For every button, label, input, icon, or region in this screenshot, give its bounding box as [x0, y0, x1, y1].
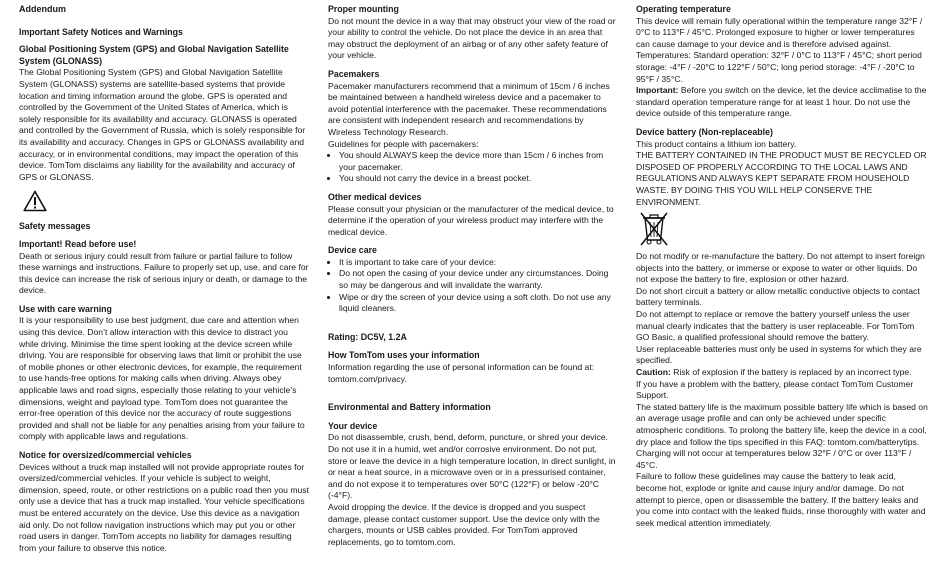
your-device-heading: Your device	[328, 420, 378, 431]
proper-mounting-section	[328, 4, 618, 62]
information-text: Information regarding the use of personal information can be found at: tomtom.com/privacy.	[328, 362, 595, 384]
oversized-vehicles-text: Devices without a truck map installed will not provide appropriate routes for oversized/commercial vehicles. If your vehicle is subject to weight, dimension, speed, route, or other restrictions on a public road then you must only use a device that has a truck map installed. Your vehicle specifications must be entered accurately on the device. Use this device as a navigation aid only. Do not follow navigation instructions which may put you or other road users in danger. TomTom accepts no liability for damages resulting from your failure to observe this notice.	[19, 461, 309, 553]
device-care-heading: Device care	[328, 245, 377, 256]
pacemakers-list	[328, 150, 618, 185]
safety-messages-heading: Safety messages	[19, 221, 91, 232]
device-care-list	[328, 257, 618, 315]
proper-mounting-text: Do not mount the device in a way that may obstruct your view of the road or your ability to control the vehicle. Do not place the device in an area that may obstruct the deployment of an airbag or of any other safety feature of your vehicle.	[328, 15, 616, 61]
list-item: • You should not carry the device in a breast pocket.	[339, 173, 618, 185]
pacemakers-heading: Pacemakers	[328, 68, 380, 79]
column-left	[19, 4, 309, 561]
battery-section	[636, 127, 928, 529]
pacemakers-section	[328, 69, 618, 185]
list-item: • Wipe or dry the screen of your device using a soft cloth. Do not use any liquid cleaners.	[339, 292, 618, 315]
operating-temperature-section	[636, 4, 928, 120]
battery-paragraph-7: Failure to follow these guidelines may cause the battery to leak acid, become hot, explode or ignite and cause injury and/or damage. Do not attempt to pierce, open or disassemble the battery. If the battery leaks and you come into contact with the leaked fluids, rinse thoroughly with water and seek medical attention immediately.	[636, 471, 926, 528]
caution-text: Risk of explosion if the battery is replaced by an incorrect type.	[670, 367, 912, 378]
use-with-care-heading: Use with care warning	[19, 303, 112, 314]
battery-text: This product contains a lithium ion battery.	[636, 138, 797, 149]
battery-paragraph-4: User replaceable batteries must only be used in systems for which they are specified.	[636, 343, 922, 366]
safety-notices-heading: Important Safety Notices and Warnings	[19, 26, 183, 37]
battery-paragraph-2: Do not short circuit a battery or allow metallic conductive objects to contact battery terminals.	[636, 285, 920, 308]
gps-section	[19, 44, 309, 183]
battery-paragraph-1: Do not modify or re-manufacture the battery. Do not attempt to insert foreign objects into the battery, or immerse or expose to water or other liquids. Do not expose the battery to fire, explosion or other hazard.	[636, 251, 925, 285]
battery-caution	[636, 367, 928, 379]
oversized-vehicles-heading: Notice for oversized/commercial vehicles	[19, 450, 192, 460]
important-text: Before you switch on the device, let the device acclimatise to the standard operation temperature range for at least 1 hour. Do not use the device outside of this temperature range.	[636, 85, 927, 119]
your-device-section	[328, 421, 618, 549]
list-item: • Do not open the casing of your device under any circumstances. Doing so may be dangerous and will invalidate the warranty.	[339, 268, 618, 291]
battery-paragraph-3: Do not attempt to replace or remove the battery yourself unless the user manual clearly indicates that the battery is user replaceable. For TomTom GO Basic, a qualified professional should remove the battery.	[636, 309, 915, 343]
battery-heading: Device battery (Non-replaceable)	[636, 126, 773, 137]
battery-paragraph-6: The stated battery life is the maximum possible battery life which is based on an average usage profile and can only be achieved under specific atmospheric conditions. To prolong the battery life, keep the device in a cool, dry place and follow the tips specified in this FAQ: tomtom.com/batterytips. Charging will not occur at temperatures below 32°F / 0°C or over 113°F / 45°C.	[636, 401, 928, 470]
operating-temperature-heading: Operating temperature	[636, 4, 731, 14]
caution-label: Caution:	[636, 367, 671, 378]
column-right	[636, 4, 928, 529]
read-before-use-section	[19, 239, 309, 297]
list-item: • You should ALWAYS keep the device more than 15cm / 6 inches from your pacemaker.	[339, 150, 618, 173]
operating-temperature-text: This device will remain fully operational within the temperature range 32°F / 0°C to 113°F / 45°C. Prolonged exposure to higher or lower temperatures can cause damage to your device and is therefore advised against.	[636, 15, 923, 49]
list-item: • It is important to take care of your device:	[339, 257, 618, 269]
environment-heading: Environmental and Battery information	[328, 402, 491, 413]
your-device-text: Do not disassemble, crush, bend, deform, puncture, or shred your device. Do not use it in a humid, wet and/or corrosive environment. Do not put, store or leave the device in a high temperature location, in direct sunlight, in or near a heat source, in a microwave oven or in a pressurised container, and do not expose it to temperatures over 50°C (122°F) or below -20°C (-4°F).	[328, 432, 616, 501]
medical-devices-section	[328, 192, 618, 238]
temperatures-text: Temperatures: Standard operation: 32°F / 0°C to 113°F / 45°C; short period storage: -4°F / -20°C to 122°F / 50°C; long period storage: -4°F / -20°C to 95°F / 35°C.	[636, 50, 922, 84]
medical-devices-heading: Other medical devices	[328, 191, 422, 202]
use-with-care-text: It is your responsibility to use best judgment, due care and attention when using this device. Don’t allow interaction with this device to distract you while driving. Minimise the time spent looking at the device screen while driving. You are responsible for observing laws that limit or prohibit the use of mobile phones or other electronic devices, for example, the requirement to use hands-free options for making calls when driving. Always obey applicable laws and road signs, especially those relating to your vehicle’s dimensions, weight and payload type. TomTom does not guarantee the error-free operation of this device nor the accuracy of route suggestions provided and shall not be liable for any penalties arising from your failure to comply with applicable laws and regulations.	[19, 315, 305, 442]
addendum-title: Addendum	[19, 4, 66, 14]
important-label: Important:	[636, 85, 679, 96]
temperature-important	[636, 85, 928, 120]
device-care-section	[328, 245, 618, 315]
use-with-care-section	[19, 304, 309, 443]
battery-paragraph-5: If you have a problem with the battery, please contact TomTom Customer Support.	[636, 378, 914, 401]
pacemakers-text: Pacemaker manufacturers recommend that a minimum of 15cm / 6 inches be maintained between a handheld wireless device and a pacemaker to avoid potential interference with the pacemaker. These recommendations are consistent with independent research and recommendations by Wireless Technology Research.	[328, 80, 610, 137]
warning-triangle-icon	[23, 190, 47, 212]
column-middle	[328, 4, 618, 555]
read-before-use-heading: Important! Read before use!	[19, 238, 137, 249]
information-heading: How TomTom uses your information	[328, 350, 480, 361]
gps-text: The Global Positioning System (GPS) and Global Navigation Satellite System (GLONASS) systems are satellite-based systems that provide location and timing information around the globe. GPS is operated and controlled by the Government of the United States of America, which is solely responsible for its availability and accuracy. GLONASS is operated and controlled by the Government of Russia, which is solely responsible for its availability and accuracy. Changes in GPS or GLONASS availability and accuracy, or in environmental conditions, may impact the operation of this device. TomTom disclaims any liability for the availability and accuracy of GPS or GLONASS.	[19, 67, 306, 182]
battery-recycling-text: THE BATTERY CONTAINED IN THE PRODUCT MUST BE RECYCLED OR DISPOSED OF PROPERLY ACCORDING TO THE LOCAL LAWS AND REGULATIONS AND ALWAYS KEPT SEPARATE FROM HOUSEHOLD WASTE. BY DOING THIS YOU WILL HELP CONSERVE THE ENVIRONMENT.	[636, 150, 927, 207]
information-section	[328, 350, 618, 385]
pacemakers-guidelines: Guidelines for people with pacemakers:	[328, 138, 479, 149]
your-device-text-2: Avoid dropping the device. If the device is dropped and you suspect damage, please contact customer support. Use the device only with the chargers, mounts or USB cables provided. For TomTom approved replacements, go to tomtom.com.	[328, 501, 600, 547]
oversized-vehicles-section	[19, 450, 309, 554]
crossed-out-wheelie-bin-icon	[638, 209, 670, 249]
proper-mounting-heading: Proper mounting	[328, 4, 399, 14]
medical-devices-text: Please consult your physician or the manufacturer of the medical device, to determine if the operation of your wireless product may interfere with the medical device.	[328, 203, 614, 237]
gps-heading: Global Positioning System (GPS) and Global Navigation Satellite System (GLONASS)	[19, 44, 289, 66]
read-before-use-text: Death or serious injury could result from failure or partial failure to follow these warnings and instructions. Failure to properly set up, use, and care for this device can increase the risk of serious injury or death, or damage to the device.	[19, 250, 309, 296]
rating-heading: Rating: DC5V, 1.2A	[328, 331, 407, 342]
